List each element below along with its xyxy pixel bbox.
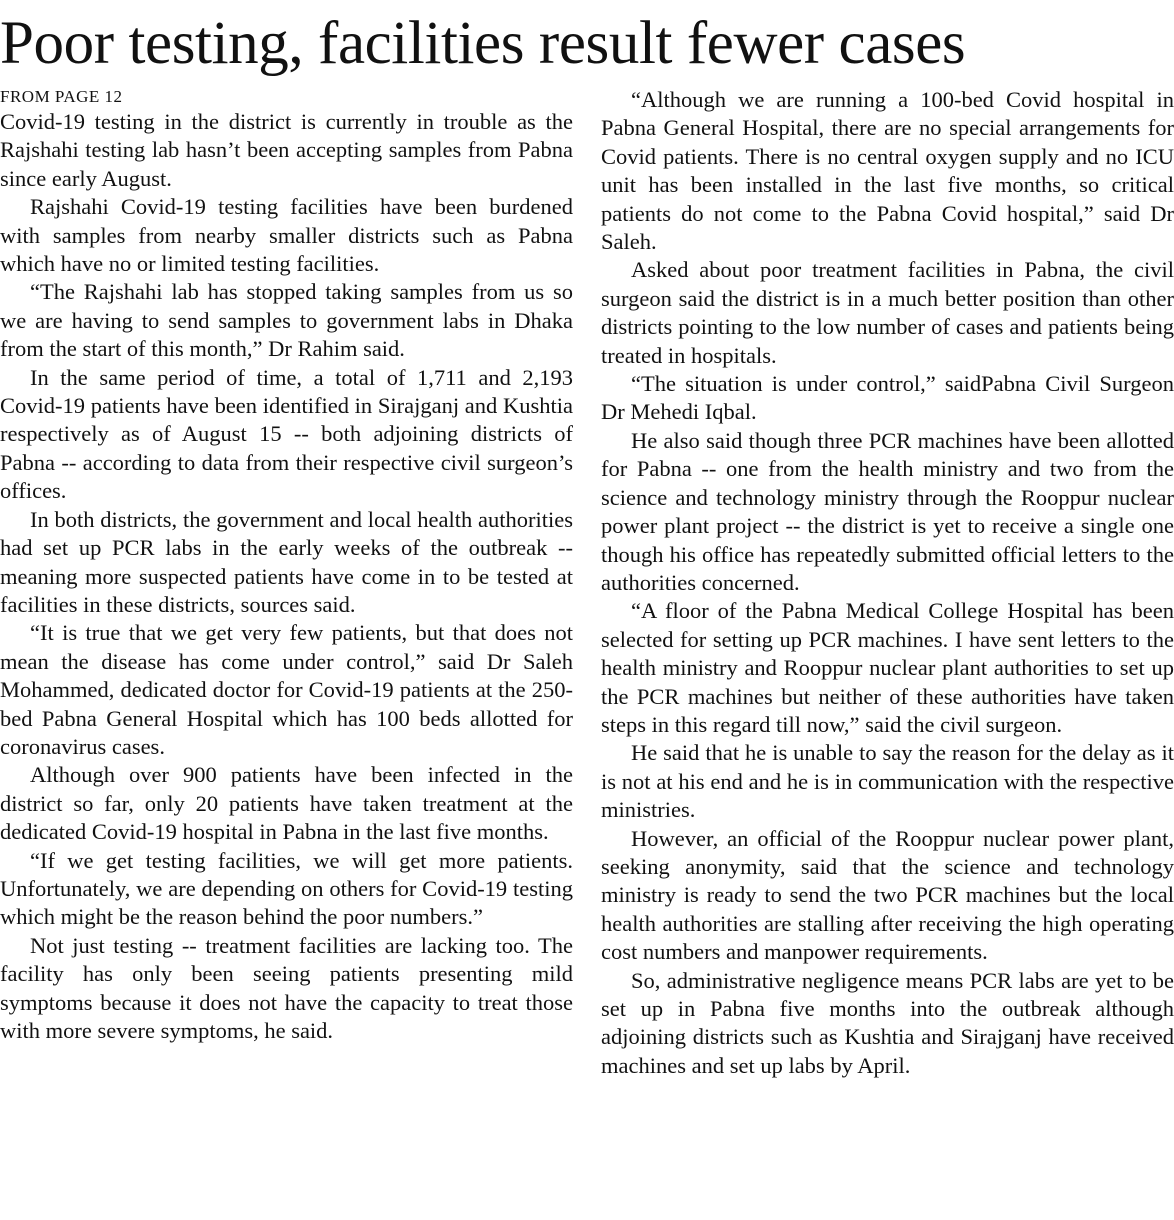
paragraph: “If we get testing facilities, we will get more patients. Unfortunately, we are depending on others for Covid-19 testing which might be the reason behind the poor numbers.” [0, 847, 573, 930]
paragraph: “A floor of the Pabna Medical College Hospital has been selected for setting up PCR machines. I have sent letters to the health ministry and Rooppur nuclear plant authorities to set up the PCR machines but neither of these authorities have taken steps in this regard till now,” said the civil surgeon. [601, 598, 1174, 737]
paragraph: “It is true that we get very few patients, but that does not mean the disease has come under control,” said Dr Saleh Mohammed, dedicated doctor for Covid-19 patients at the 250-bed Pabna General Hospital which has 100 beds allotted for coronavirus cases. [0, 620, 573, 759]
paragraph: He said that he is unable to say the reason for the delay as it is not at his end and he is in communication with the respective ministries. [601, 740, 1174, 823]
paragraph: Rajshahi Covid-19 testing facilities have been burdened with samples from nearby smaller districts such as Pabna which have no or limited testing facilities. [0, 194, 573, 277]
paragraph: However, an official of the Rooppur nuclear power plant, seeking anonymity, said that the science and technology ministry is ready to send the two PCR machines but the local health authorities are stalling after receiving the high operating cost numbers and manpower requirements. [601, 825, 1174, 965]
paragraph: In both districts, the government and local health authorities had set up PCR labs in the early weeks of the outbreak -- meaning more suspected patients have come in to be tested at facilities in these districts, sources said. [0, 506, 573, 617]
paragraph: “The situation is under control,” saidPabna Civil Surgeon Dr Mehedi Iqbal. [601, 371, 1174, 425]
paragraph: Covid-19 testing in the district is currently in trouble as the Rajshahi testing lab hasn’t been accepting samples from Pabna since early August. [0, 109, 573, 191]
paragraph: “Although we are running a 100-bed Covid hospital in Pabna General Hospital, there are no special arrangements for Covid patients. There is no central oxygen supply and no ICU unit has been installed in the last five months, so critical patients do not come to the Pabna Covid hospital,” said Dr Saleh. [601, 87, 1174, 255]
paragraph: Although over 900 patients have been infected in the district so far, only 20 patients have taken treatment at the dedicated Covid-19 hospital in Pabna in the last five months. [0, 762, 573, 845]
paragraph: Asked about poor treatment facilities in Pabna, the civil surgeon said the district is in a much better position than other districts pointing to the low number of cases and patients being treated in hospitals. [601, 257, 1174, 368]
right-column [601, 86, 1174, 1080]
paragraph: He also said though three PCR machines have been allotted for Pabna -- one from the health ministry and two from the science and technology ministry through the Rooppur nuclear power plant project -- the district is yet to receive a single one though his office has repeatedly submitted official letters to the authorities concerned. [601, 427, 1174, 595]
paragraph: “The Rajshahi lab has stopped taking samples from us so we are having to send samples to government labs in Dhaka from the start of this month,” Dr Rahim said. [0, 279, 573, 362]
paragraph: Not just testing -- treatment facilities are lacking too. The facility has only been seeing patients presenting mild symptoms because it does not have the capacity to treat those with more severe symptoms, he said. [0, 932, 573, 1043]
paragraph: In the same period of time, a total of 1,711 and 2,193 Covid-19 patients have been identified in Sirajganj and Kushtia respectively as of August 15 -- both adjoining districts of Pabna -- according to data from their respective civil surgeon’s offices. [0, 364, 573, 504]
source-line: FROM PAGE 12 [0, 87, 123, 106]
paragraph: So, administrative negligence means PCR labs are yet to be set up in Pabna five months into the outbreak although adjoining districts such as Kushtia and Sirajganj have received machines and set up labs by April. [601, 967, 1174, 1078]
left-column [0, 86, 573, 1045]
article-headline: Poor testing, facilities result fewer cases [0, 10, 966, 77]
